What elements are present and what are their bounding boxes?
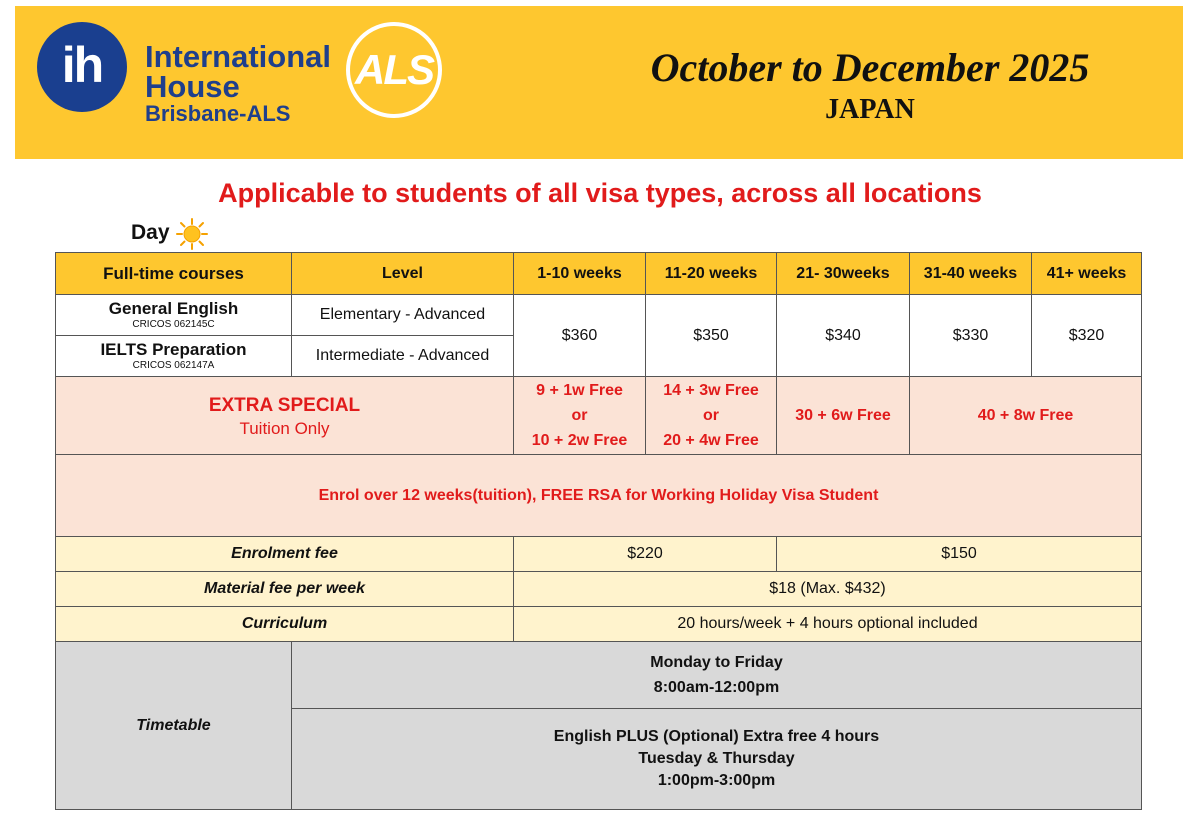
course-name: General English — [108, 299, 239, 318]
material-fee-label: Material fee per week — [56, 572, 514, 607]
extra-special-label — [56, 377, 514, 455]
course-cricos: CRICOS 062145C — [132, 319, 215, 330]
timetable-hours: 8:00am-12:00pm — [653, 679, 780, 696]
offer-21-30-weeks: 30 + 6w Free — [777, 377, 910, 455]
price-table — [55, 252, 1142, 810]
enrolment-fee-value: $220 — [514, 537, 777, 572]
enrolment-fee-value: $150 — [777, 537, 1142, 572]
headline: Applicable to students of all visa types, across all locations — [218, 178, 982, 208]
header-41-plus-weeks: 41+ weeks — [1032, 253, 1142, 295]
offer-line: 20 + 4w Free — [663, 432, 759, 449]
course-row — [56, 295, 1142, 336]
header-banner — [15, 6, 1183, 159]
curriculum-label: Curriculum — [56, 607, 514, 642]
curriculum-row — [56, 607, 1142, 642]
promo-text: Enrol over 12 weeks(tuition), FREE RSA for Working Holiday Visa Student — [56, 455, 1142, 537]
offer-31-plus-weeks: 40 + 8w Free — [910, 377, 1142, 455]
course-level: Elementary - Advanced — [292, 295, 514, 336]
header-21-30-weeks: 21- 30weeks — [777, 253, 910, 295]
enrolment-fee-row — [56, 537, 1142, 572]
course-level: Intermediate - Advanced — [292, 336, 514, 377]
extra-special-row — [56, 377, 1142, 455]
brand-line-2: House — [145, 69, 240, 104]
timetable-row — [56, 642, 1142, 709]
header-level: Level — [292, 253, 514, 295]
offer-1-10-weeks — [514, 377, 646, 455]
material-fee-value: $18 (Max. $432) — [514, 572, 1142, 607]
ih-logo — [37, 22, 127, 112]
als-logo-text: ALS — [355, 46, 433, 93]
plus-hours: 1:00pm-3:00pm — [657, 772, 776, 789]
offer-line: 10 + 2w Free — [531, 432, 628, 449]
brand-line-1: International — [145, 39, 332, 74]
ih-logo-mark: ih — [61, 37, 103, 93]
price-11-20-weeks: $350 — [646, 295, 777, 377]
als-logo — [346, 22, 442, 118]
plus-days: Tuesday & Thursday — [638, 750, 795, 767]
price-1-10-weeks: $360 — [514, 295, 646, 377]
course-cricos: CRICOS 062147A — [132, 360, 215, 371]
offer-line: 9 + 1w Free — [536, 382, 623, 399]
offer-line: or — [571, 407, 588, 424]
period-title: October to December 2025 — [650, 45, 1090, 90]
header-courses: Full-time courses — [56, 253, 292, 295]
extra-special-title: EXTRA SPECIAL — [208, 394, 361, 416]
enrolment-fee-label: Enrolment fee — [56, 537, 514, 572]
course-general-english — [56, 295, 292, 336]
extra-special-subtitle: Tuition Only — [239, 418, 330, 438]
header-1-10-weeks: 1-10 weeks — [514, 253, 646, 295]
header-31-40-weeks: 31-40 weeks — [910, 253, 1032, 295]
brand-name — [145, 39, 332, 126]
plus-title: English PLUS (Optional) Extra free 4 hours — [553, 728, 880, 745]
offer-line: 14 + 3w Free — [663, 382, 759, 399]
price-41-plus-weeks: $320 — [1032, 295, 1142, 377]
day-label: Day — [131, 221, 170, 244]
timetable-main — [292, 642, 1142, 709]
promo-row — [56, 455, 1142, 537]
brand-line-3: Brisbane-ALS — [145, 101, 291, 126]
price-31-40-weeks: $330 — [910, 295, 1032, 377]
timetable-plus — [292, 709, 1142, 810]
header-row — [56, 253, 1142, 295]
curriculum-value: 20 hours/week + 4 hours optional included — [514, 607, 1142, 642]
course-ielts-preparation — [56, 336, 292, 377]
price-21-30-weeks: $340 — [777, 295, 910, 377]
header-11-20-weeks: 11-20 weeks — [646, 253, 777, 295]
material-fee-row — [56, 572, 1142, 607]
course-name: IELTS Preparation — [100, 340, 247, 359]
country-title: JAPAN — [825, 94, 915, 125]
timetable-days: Monday to Friday — [650, 654, 783, 671]
sun-icon — [176, 218, 208, 250]
offer-11-20-weeks — [646, 377, 777, 455]
offer-line: or — [703, 407, 719, 424]
timetable-label: Timetable — [56, 642, 292, 810]
